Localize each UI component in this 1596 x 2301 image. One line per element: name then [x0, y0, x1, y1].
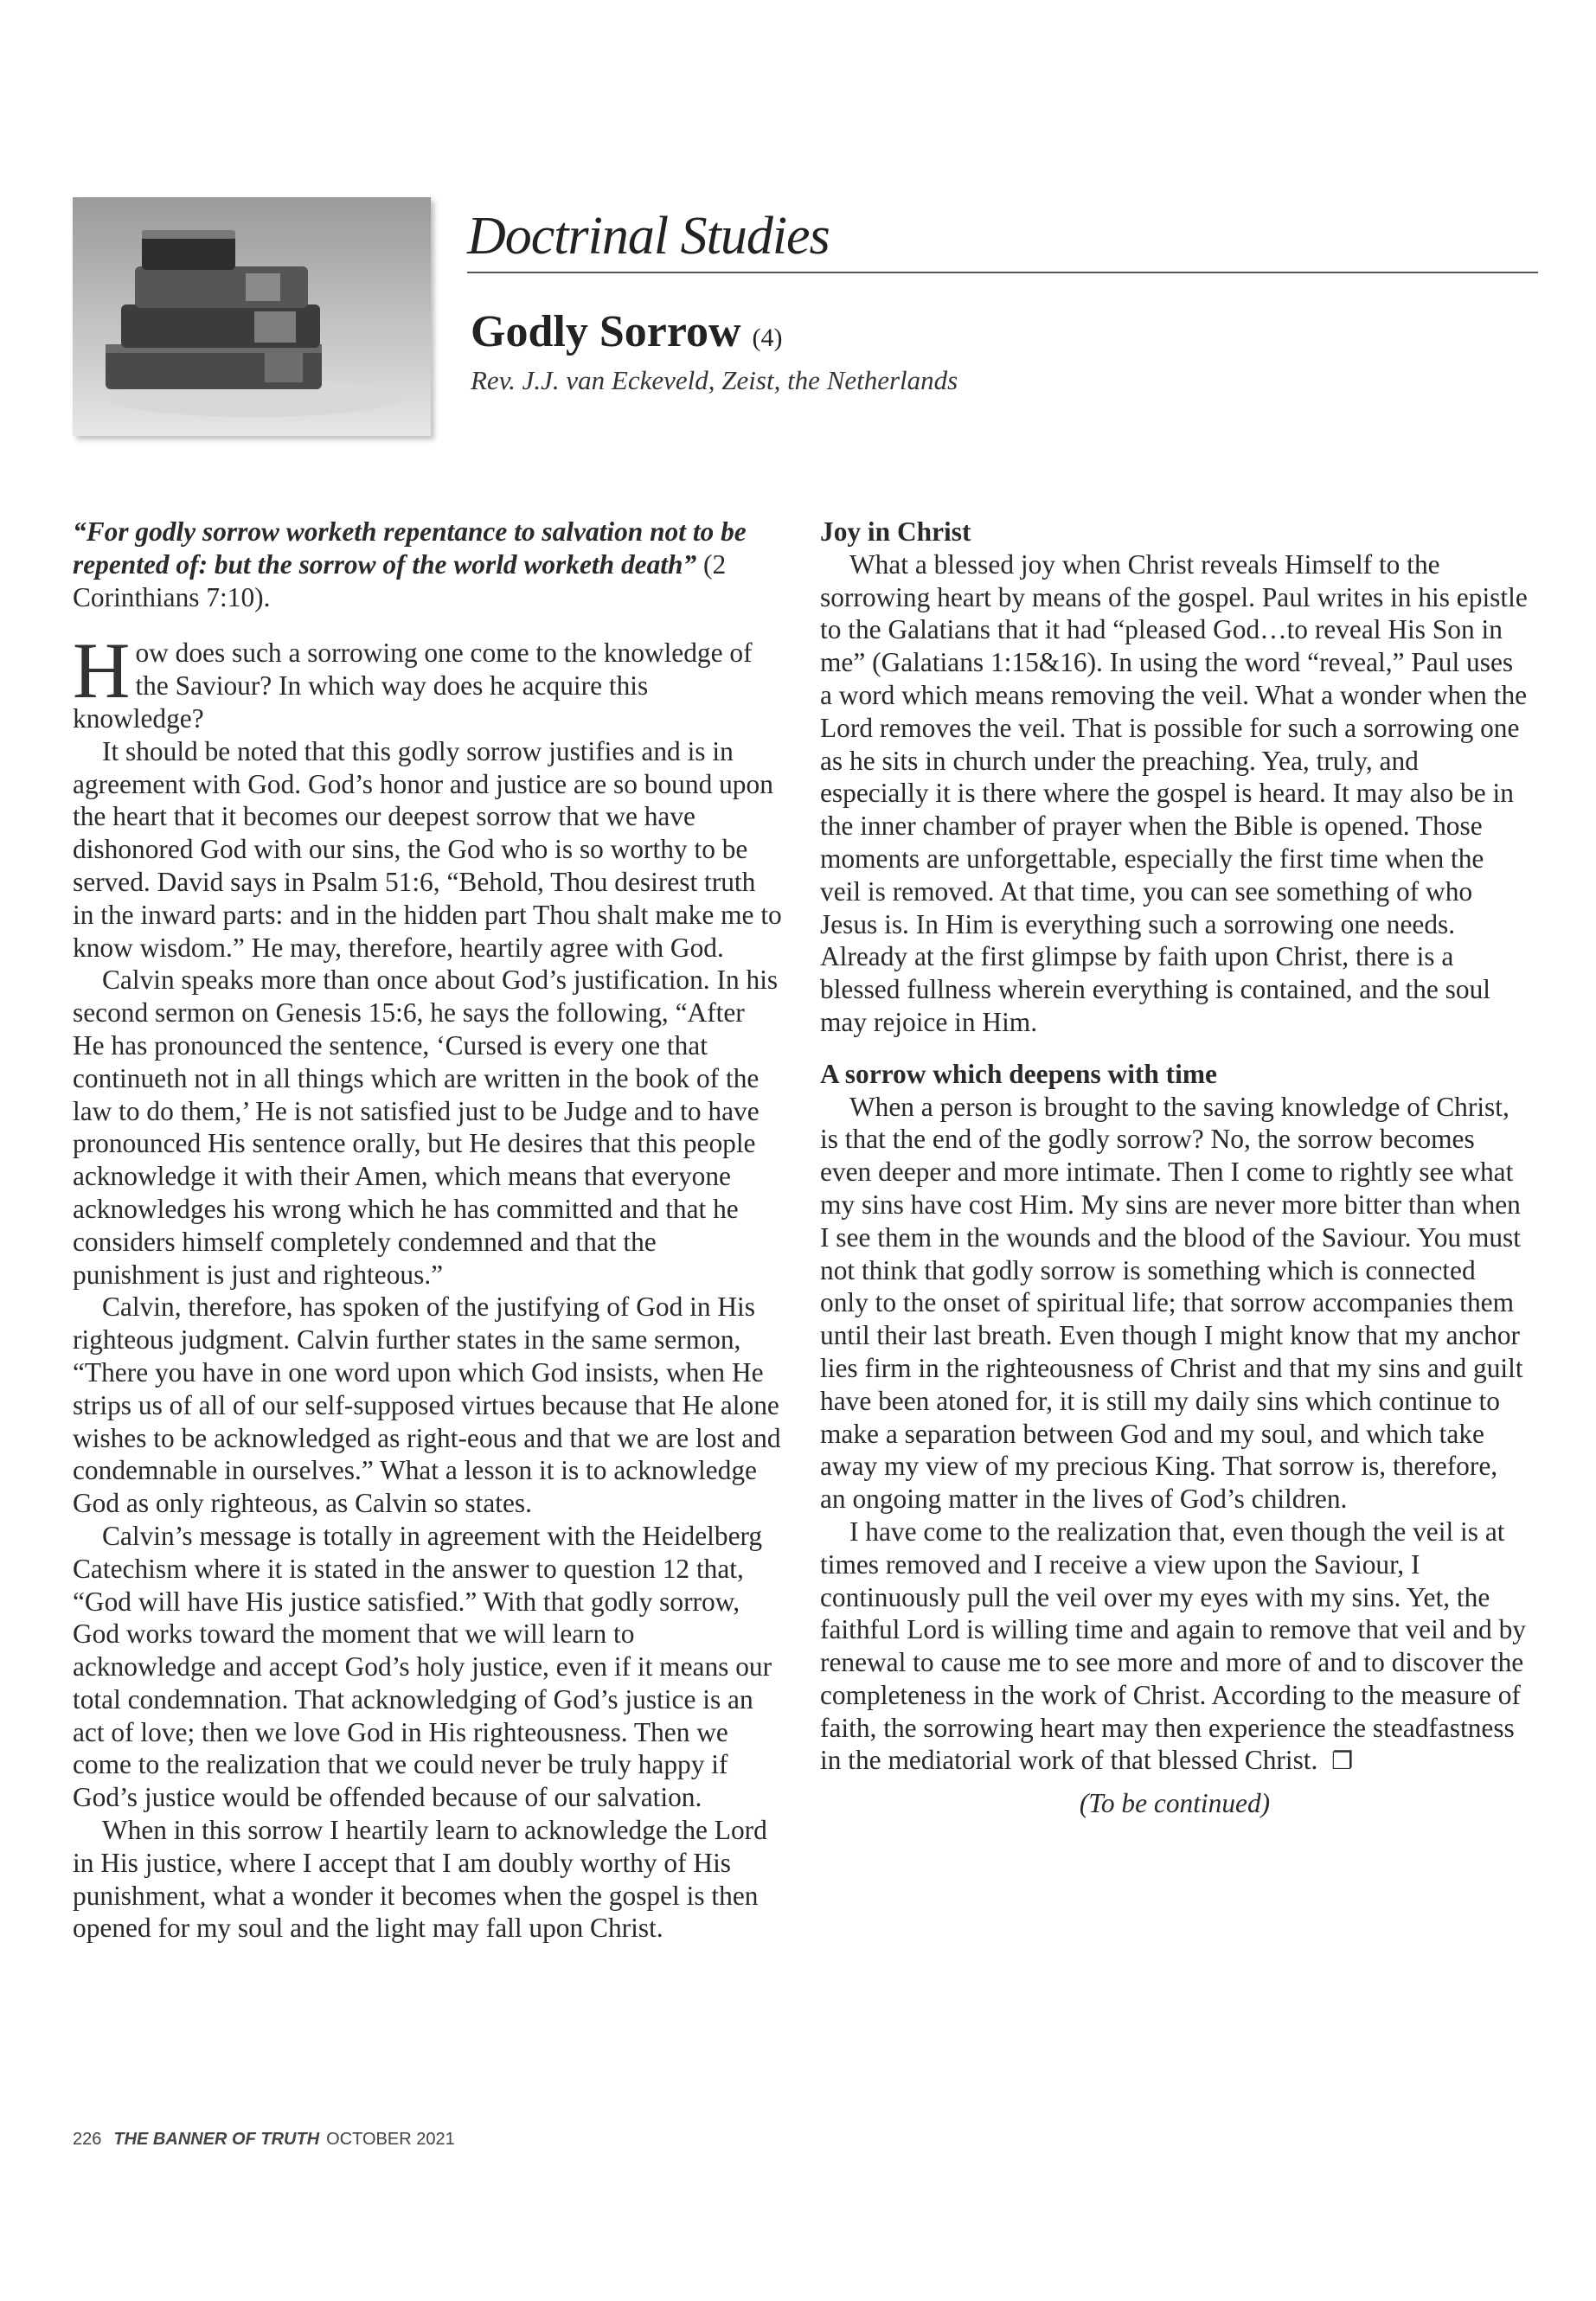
right-column — [820, 516, 1529, 1820]
body-paragraph: Calvin speaks more than once about God’s justification. In his second sermon on Genesis 15:6, he says the following, “After He has pronounced the sentence, ‘Cursed is every one that continueth not in all things which are written in the book of the law to do them,’ He is not satisfied just to be Judge and to have pronounced His sentence orally, but He desires that this people acknowledge it with their Amen, which means that everyone acknowledges his wrong which he has committed and that he considers himself completely condemned and that the punishment is just and righteous.” — [73, 965, 779, 1290]
title-divider — [467, 272, 1538, 273]
first-paragraph-text: ow does such a sorrowing one come to the knowledge of the Saviour? In which way does he acquire this knowledge? — [73, 638, 753, 734]
byline: Rev. J.J. van Eckeveld, Zeist, the Netherlands — [471, 365, 958, 395]
stacked-books-photo — [73, 197, 431, 436]
issue-date: OCTOBER 2021 — [326, 2130, 455, 2149]
epigraph-reference: (2 Corinthians 7:10). — [73, 548, 727, 612]
body-paragraph: Calvin, therefore, has spoken of the justifying of God in His righteous judgment. Calvin further states in the same sermon, “There you have in one word upon which God insists, when He strips us of all of our self-supposed virtues because that He alone wishes to be acknowledged as right-eous and that we are lost and condemnable in ourselves.” What a lesson it is to acknowledge God as only righteous, as Calvin so states. — [73, 1292, 781, 1519]
subheading-sorrow-deepens: A sorrow which deepens with time — [820, 1058, 1217, 1089]
end-mark-icon: ❐ — [1331, 1748, 1354, 1776]
first-paragraph — [73, 626, 782, 734]
drop-cap: H — [73, 626, 131, 715]
body-paragraph: It should be noted that this godly sorrow justifies and is in agreement with God. God’s honor and justice are so bound upon the heart that it becomes our deepest sorrow that we have dishonored God with our sins, the God who is so worthy to be served. David says in Psalm 51:6, “Behold, Thou desirest truth in the inward parts: and in the hidden part Thou shalt make me to know wisdom.” He may, therefore, heartily agree with God. — [73, 735, 782, 963]
epigraph-quote: “For godly sorrow worketh repentance to salvation not to be repented of: but the sorrow of the world worketh death” — [73, 516, 747, 580]
body-paragraph: What a blessed joy when Christ reveals Himself to the sorrowing heart by means of the gospel. Paul writes in his epistle to the Galatians that it had “pleased God…to reveal His Son in me” (Galatians 1:15&16). In using the word “reveal,” Paul uses a word which means removing the veil. What a wonder when the Lord removes the veil. That is possible for such a sorrowing one as he sits in church under the preaching. Yea, truly, and especially it is there where the gospel is heard. It may also be in the inner chamber of prayer when the Bible is opened. Those moments are unforgettable, especially the first time when the veil is removed. At that time, you can see something of who Jesus is. In Him is everything such a sorrowing one needs. Already at the first glimpse by faith upon Christ, there is a blessed fullness wherein everything is contained, and the soul may rejoice in Him. — [820, 548, 1528, 1037]
magazine-name: THE BANNER OF TRUTH — [113, 2130, 320, 2149]
article-title — [471, 306, 783, 357]
article-part: (4) — [752, 324, 783, 352]
subheading-joy-in-christ: Joy in Christ — [820, 516, 971, 547]
section-title: Doctrinal Studies — [467, 207, 830, 266]
page-footer — [73, 2130, 455, 2150]
epigraph — [73, 516, 782, 613]
left-column — [73, 516, 782, 1945]
stacked-books-icon — [73, 197, 431, 436]
body-paragraph: Calvin’s message is totally in agreement with the Heidelberg Catechism where it is stated in the answer to question 12 that, “God will have His justice satisfied.” With that godly sorrow, God works toward the moment that we will learn to acknowledge and accept God’s holy justice, even if it means our total condemnation. That acknowledging of God’s justice is an act of love; then we love God in His righteousness. Then we come to the realization that we could never be truly happy if God’s justice would be offended because of our salvation. — [73, 1520, 772, 1813]
last-paragraph — [820, 1516, 1529, 1779]
body-paragraph: When in this sorrow I heartily learn to acknowledge the Lord in His justice, where I accept that I am doubly worthy of His punishment, what a wonder it becomes when the gospel is then opened for my soul and the light may fall upon Christ. — [73, 1815, 767, 1944]
to-be-continued: (To be continued) — [1079, 1788, 1271, 1819]
last-paragraph-text: I have come to the realization that, even though the veil is at times removed and I receive a view upon the Saviour, I continuously pull the veil over my eyes with my sins. Yet, the faithful Lord is willing time and again to remove that veil and by renewal to cause me to see more and more of and to discover the completeness in the work of Christ. According to the measure of faith, the sorrowing heart may then experience the steadfastness in the mediatorial work of that blessed Christ. — [820, 1516, 1526, 1776]
page-number: 226 — [73, 2130, 102, 2149]
body-paragraph: When a person is brought to the saving knowledge of Christ, is that the end of the godly sorrow? No, the sorrow becomes even deeper and more intimate. Then I come to rightly see what my sins have cost Him. My sins are never more bitter than when I see them in the wounds and the blood of the Saviour. You must not think that godly sorrow is something which is connected only to the onset of spiritual life; that sorrow accompanies them until their last breath. Even though I might know that my anchor lies firm in the righteousness of Christ and that my sins and guilt have been atoned for, it is still my daily sins which continue to make a separation between God and my soul, and which take away my view of my precious King. That sorrow is, therefore, an ongoing matter in the lives of God’s children. — [820, 1091, 1523, 1515]
article-title-text: Godly Sorrow — [471, 307, 741, 356]
